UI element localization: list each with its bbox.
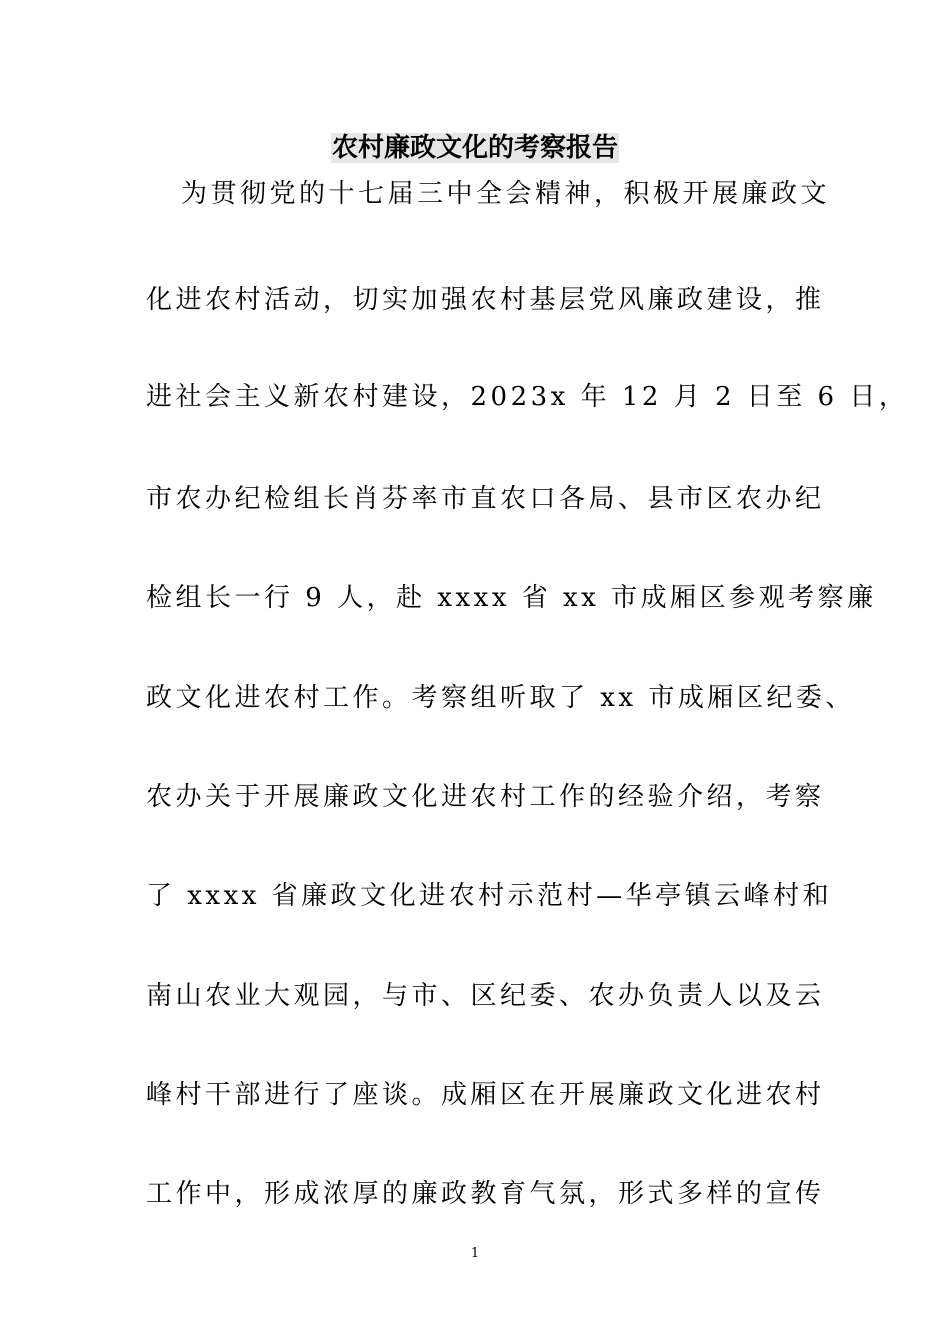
body-line-11: 工作中，形成浓厚的廉政教育气氛，形式多样的宣传 [146,1179,825,1209]
body-line-7: 农办关于开展廉政文化进农村工作的经验介绍，考察 [146,782,825,812]
body-line-3: 进社会主义新农村建设，2023x 年 12 月 2 日至 6 日， [146,382,909,412]
document-title [0,128,950,168]
body-line-4: 市农办纪检组长肖芬率市直农口各局、县市区农办纪 [146,484,825,514]
body-line-1: 为贯彻党的十七届三中全会精神，积极开展廉政文 [181,179,831,209]
page-number: 1 [470,1246,480,1261]
body-line-5: 检组长一行 9 人，赴 xxxx 省 xx 市成厢区参观考察廉 [146,583,877,613]
body-line-6: 政文化进农村工作。考察组听取了 xx 市成厢区纪委、 [146,683,855,713]
document-title-text: 农村廉政文化的考察报告 [331,133,618,163]
body-line-10: 峰村干部进行了座谈。成厢区在开展廉政文化进农村 [146,1080,825,1110]
body-line-9: 南山农业大观园，与市、区纪委、农办负责人以及云 [146,981,825,1011]
body-line-2: 化进农村活动，切实加强农村基层党风廉政建设，推 [146,285,825,315]
body-line-8: 了 xxxx 省廉政文化进农村示范村—华亭镇云峰村和 [146,881,833,911]
